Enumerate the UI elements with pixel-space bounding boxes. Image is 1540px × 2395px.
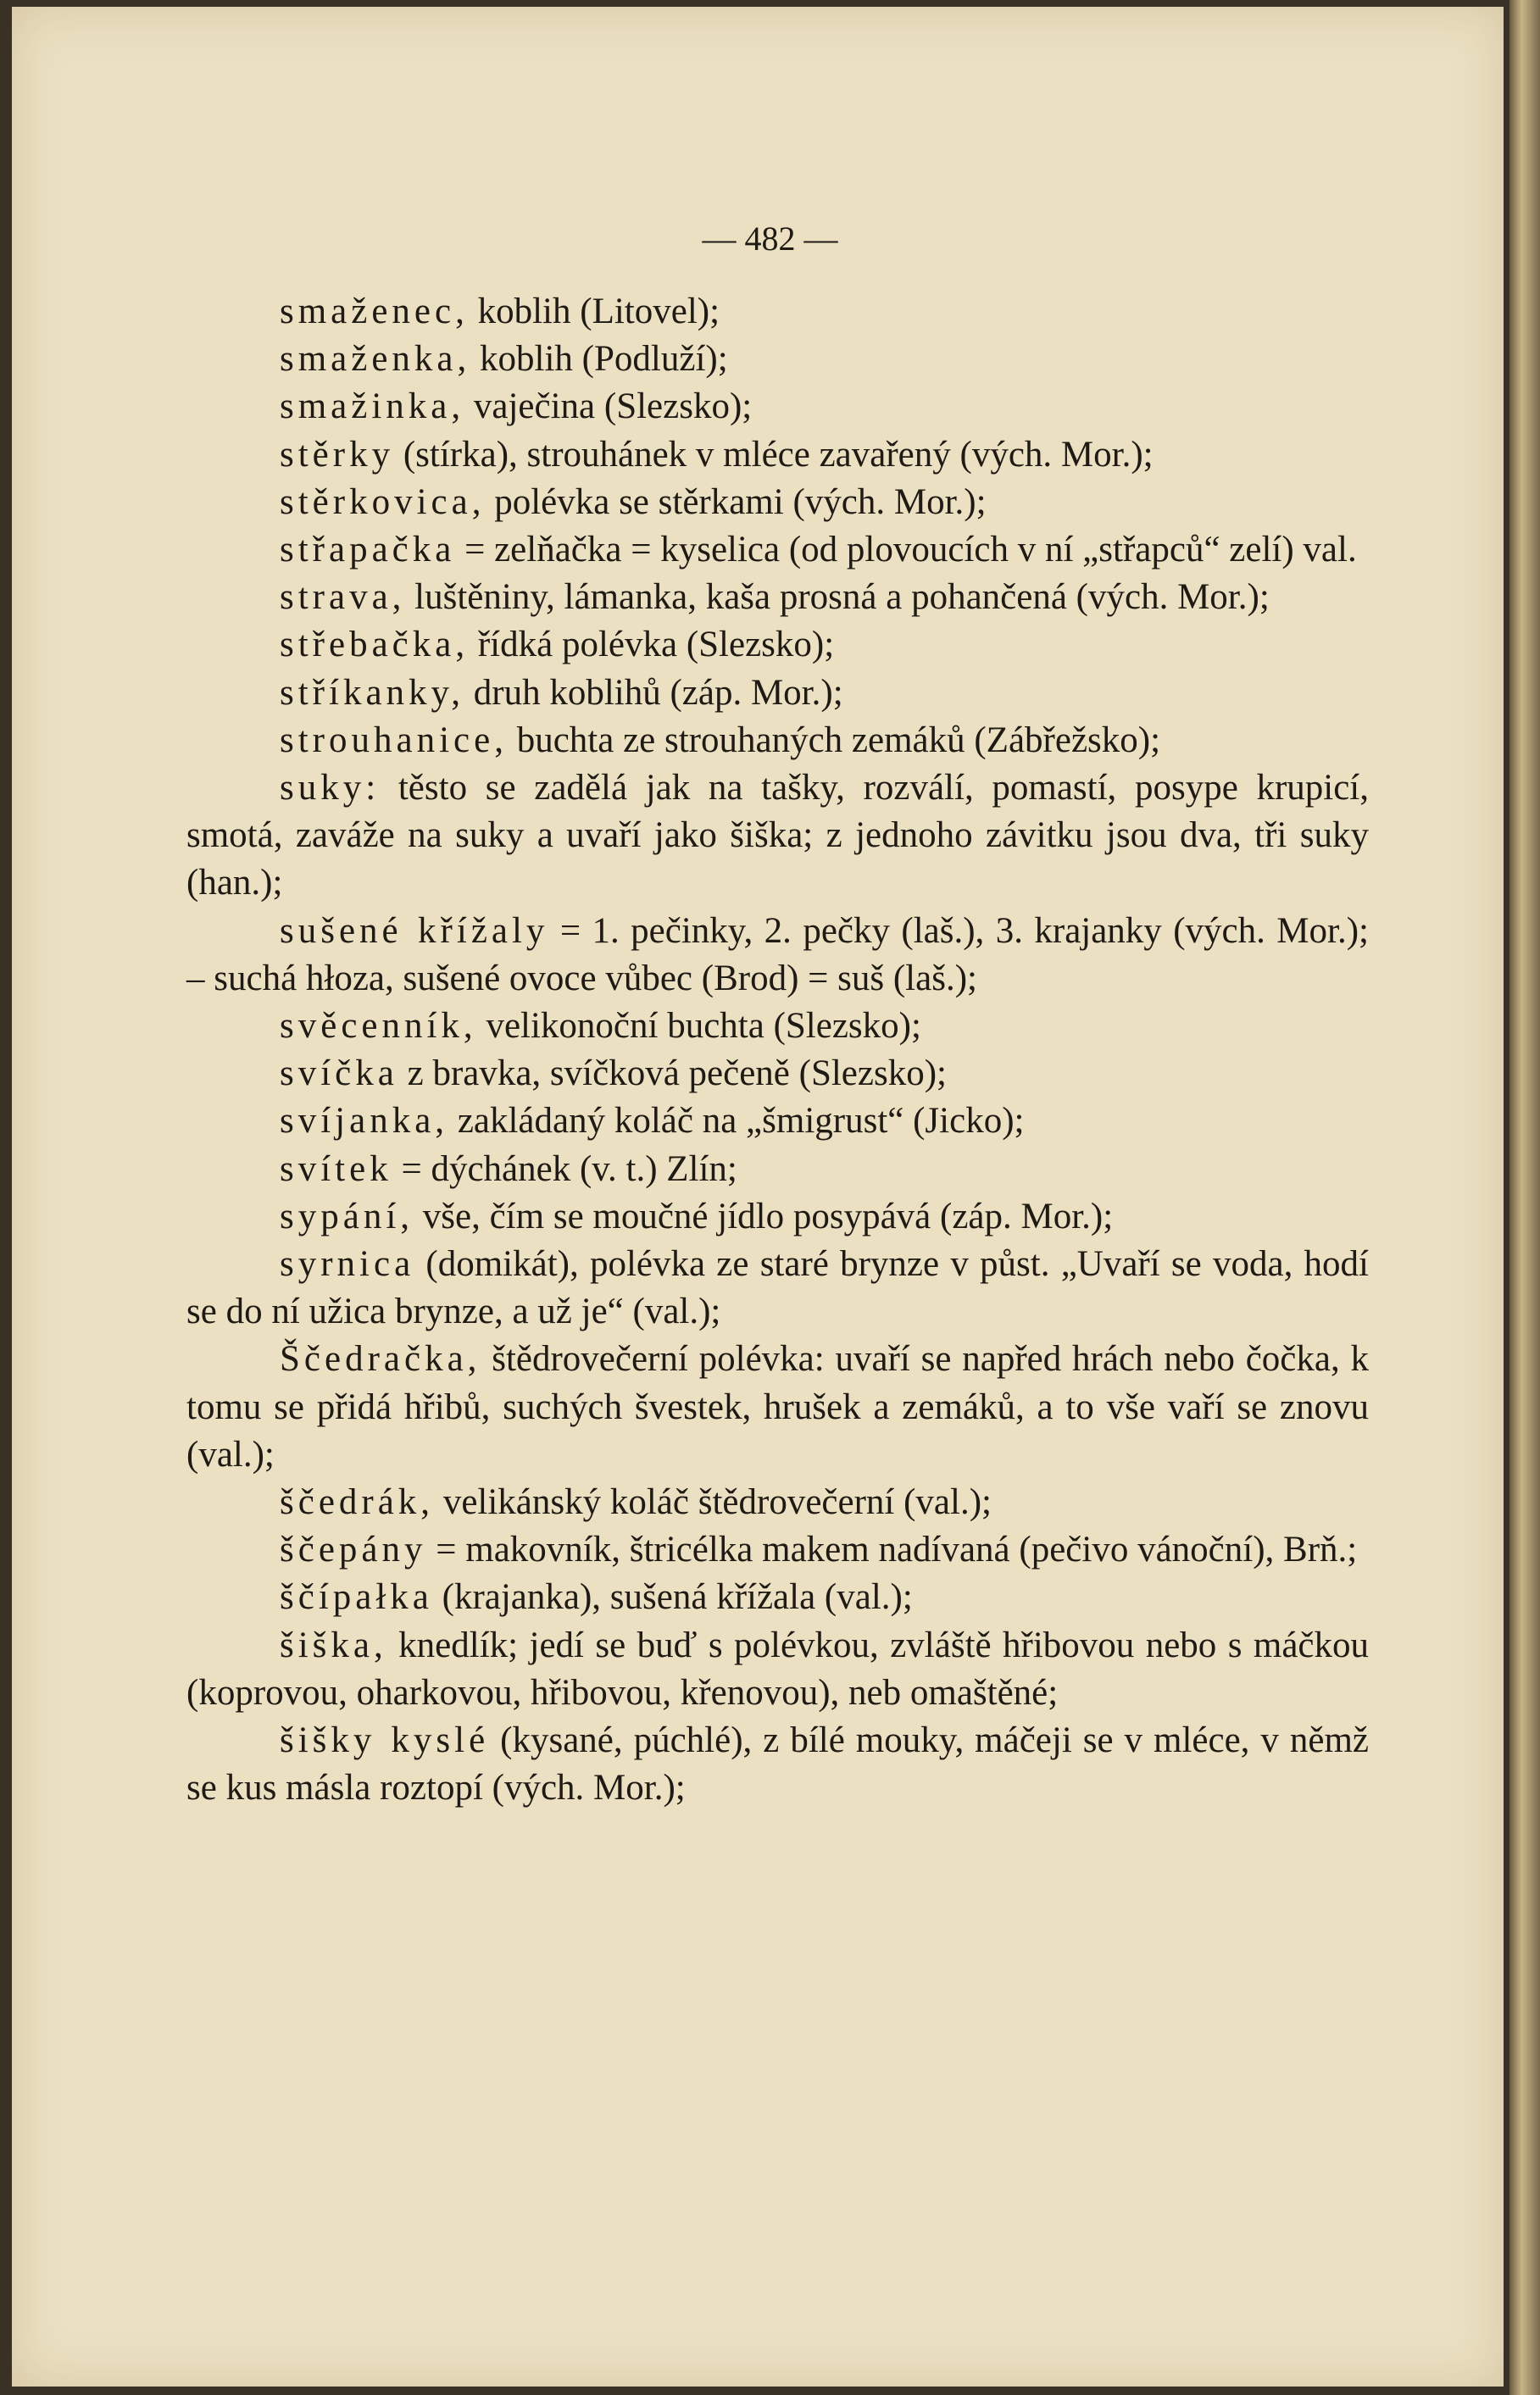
entry — [186, 1717, 1369, 1812]
headword: strouhanice, — [280, 720, 508, 760]
entry — [186, 670, 1369, 717]
definition: vaječina (Slezsko); — [464, 386, 753, 427]
entry — [186, 336, 1369, 383]
headword: sušené křížaly — [280, 910, 549, 951]
headword: smažinka, — [280, 386, 465, 427]
entry — [186, 1574, 1369, 1621]
entry — [186, 1050, 1369, 1097]
definition: vše, čím se moučné jídlo posypává (záp. Mor.); — [414, 1196, 1114, 1236]
headword: šiška, — [280, 1625, 387, 1665]
headword: svěcenník, — [280, 1006, 477, 1047]
book-spine-edge — [1509, 0, 1540, 2395]
headword: stěrky — [280, 434, 395, 475]
headword: šišky kyslé — [280, 1720, 490, 1761]
definition: knedlík; jedí se buď s polévkou, zvláště hřibovou nebo s máčkou (koprovou, oharkovou, hřibovou, křenovou), neb omaštěné; — [186, 1625, 1369, 1713]
entry — [186, 1526, 1369, 1574]
entry — [186, 1336, 1369, 1479]
definition: velikonoční buchta (Slezsko); — [476, 1006, 921, 1047]
page-number: — 482 — — [702, 219, 838, 258]
headword: střebačka, — [280, 625, 470, 665]
definition: koblih (Podluží); — [470, 339, 728, 380]
headword: ščepány — [280, 1530, 427, 1570]
headword: ščípałka — [280, 1577, 433, 1618]
entry — [186, 1479, 1369, 1526]
definition: = zelňačka = kyselica (od plovoucích v ní „střapců“ zelí) val. — [455, 530, 1357, 570]
entry — [186, 1622, 1369, 1717]
entry — [186, 431, 1369, 479]
definition: buchta ze strouhaných zemáků (Zábřežsko); — [507, 720, 1161, 760]
entry — [186, 621, 1369, 669]
definition: těsto se zadělá jak na tašky, rozválí, pomastí, posype krupicí, smotá, zaváže na suky a uvaří jako šiška; z jednoho závitku jsou dva, tři suky (han.); — [186, 768, 1369, 903]
headword: svíčka — [280, 1053, 398, 1094]
entry — [186, 479, 1369, 526]
headword: sypání, — [280, 1196, 414, 1236]
headword: stěrkovica, — [280, 481, 486, 522]
entry — [186, 383, 1369, 431]
entry — [186, 1241, 1369, 1336]
definition: velikánský koláč štědrovečerní (val.); — [434, 1482, 992, 1523]
headword: střapačka — [280, 530, 456, 570]
definition: (kysané, púchlé), z bílé mouky, máčeji se v mléce, v němž se kus másla roztopí (vých. Mor.); — [186, 1720, 1369, 1809]
entry — [186, 764, 1369, 908]
headword: strava, — [280, 577, 406, 618]
headword: svíjanka, — [280, 1101, 449, 1142]
definition: (domikát), polévka ze staré brynze v půst. „Uvaří se voda, hodí se do ní užica brynze, a už je“ (val.); — [186, 1244, 1369, 1332]
entry — [186, 288, 1369, 336]
entry — [186, 717, 1369, 764]
definition: polévka se stěrkami (vých. Mor.); — [485, 481, 987, 522]
headword: smaženka, — [280, 339, 471, 380]
entry — [186, 574, 1369, 621]
headword: svítek — [280, 1148, 392, 1189]
definition: koblih (Litovel); — [468, 292, 720, 331]
definition: řídká polévka (Slezsko); — [469, 625, 835, 665]
headword: Ščedračka, — [280, 1339, 481, 1380]
headword: smaženec, — [280, 292, 469, 331]
entry — [186, 1193, 1369, 1241]
headword: suky: — [280, 768, 381, 809]
definition: druh koblihů (záp. Mor.); — [464, 672, 843, 713]
entry — [186, 1097, 1369, 1145]
headword: syrnica — [280, 1244, 415, 1285]
entry — [186, 526, 1369, 574]
headword: stříkanky, — [280, 672, 464, 713]
entry — [186, 1146, 1369, 1193]
definition: luštěniny, lámanka, kaša prosná a pohančená (vých. Mor.); — [405, 577, 1270, 618]
definition: zakládaný koláč na „šmigrust“ (Jicko); — [448, 1101, 1025, 1142]
dictionary-entries — [186, 288, 1369, 1813]
definition: štědrovečerní polévka: uvaří se napřed hrách nebo čočka, k tomu se přidá hřibů, suchých švestek, hrušek a zemáků, a to vše vaří se znovu (val.); — [186, 1339, 1369, 1475]
definition: = 1. pečinky, 2. pečky (laš.), 3. krajanky (vých. Mor.); – suchá hłoza, sušené ovoce vůbec (Brod) = suš (laš.); — [186, 910, 1369, 998]
definition: = dýchánek (v. t.) Zlín; — [392, 1148, 737, 1189]
definition: = makovník, štricélka makem nadívaná (pečivo vánoční), Brň.; — [426, 1530, 1358, 1570]
definition: (krajanka), sušená křížala (val.); — [432, 1577, 913, 1618]
definition: (stírka), strouhánek v mléce zavařený (vých. Mor.); — [394, 434, 1154, 475]
entry — [186, 1003, 1369, 1050]
headword: ščedrák, — [280, 1482, 435, 1523]
definition: z bravka, svíčková pečeně (Slezsko); — [398, 1053, 947, 1094]
entry — [186, 908, 1369, 1003]
